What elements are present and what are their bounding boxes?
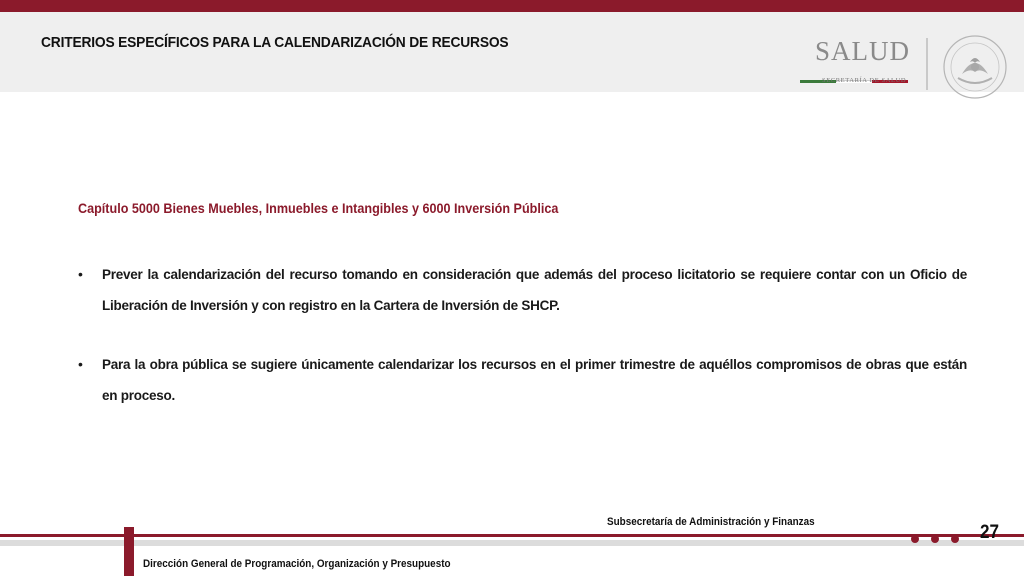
dot-icon	[951, 535, 959, 543]
slide-title: CRITERIOS ESPECÍFICOS PARA LA CALENDARIZACIÓN DE RECURSOS	[41, 34, 509, 51]
dot-icon	[911, 535, 919, 543]
bullet-item	[78, 349, 967, 411]
chapter-heading: Capítulo 5000 Bienes Muebles, Inmuebles e Intangibles y 6000 Inversión Pública	[78, 200, 559, 216]
salud-logo-flag-stripe	[800, 70, 912, 73]
bullet-text: Prever la calendarización del recurso tomando en consideración que además del proceso licitatorio se requiere contar con un Oficio de Liberación de Inversión y con registro en la Cartera de Inversión de SHCP.	[102, 267, 967, 313]
salud-logo	[800, 36, 920, 88]
bullet-icon: •	[78, 266, 83, 282]
page-number: 27	[980, 522, 1000, 543]
bullet-list	[78, 259, 967, 439]
footer-subsecretaria: Subsecretaría de Administración y Finanzas	[607, 516, 815, 528]
bullet-item	[78, 259, 967, 321]
salud-logo-subtitle: SECRETARÍA DE SALUD	[822, 77, 907, 84]
footer-maroon-line	[0, 534, 1024, 537]
ellipsis-dots-icon	[909, 526, 969, 550]
dot-icon	[931, 535, 939, 543]
top-accent-bar	[0, 0, 1024, 12]
footer-gray-line	[0, 540, 1024, 546]
bullet-text: Para la obra pública se sugiere únicamente calendarizar los recursos en el primer trimestre de aquéllos compromisos de obras que están en proceso.	[102, 357, 967, 403]
bullet-icon: •	[78, 356, 83, 372]
national-seal-icon	[940, 32, 1010, 102]
salud-logo-wordmark: SALUD	[815, 36, 911, 66]
footer-direccion: Dirección General de Programación, Organización y Presupuesto	[143, 558, 451, 570]
slide-header	[0, 12, 1024, 92]
logo-divider	[926, 38, 928, 90]
footer-vertical-bar	[124, 527, 134, 576]
